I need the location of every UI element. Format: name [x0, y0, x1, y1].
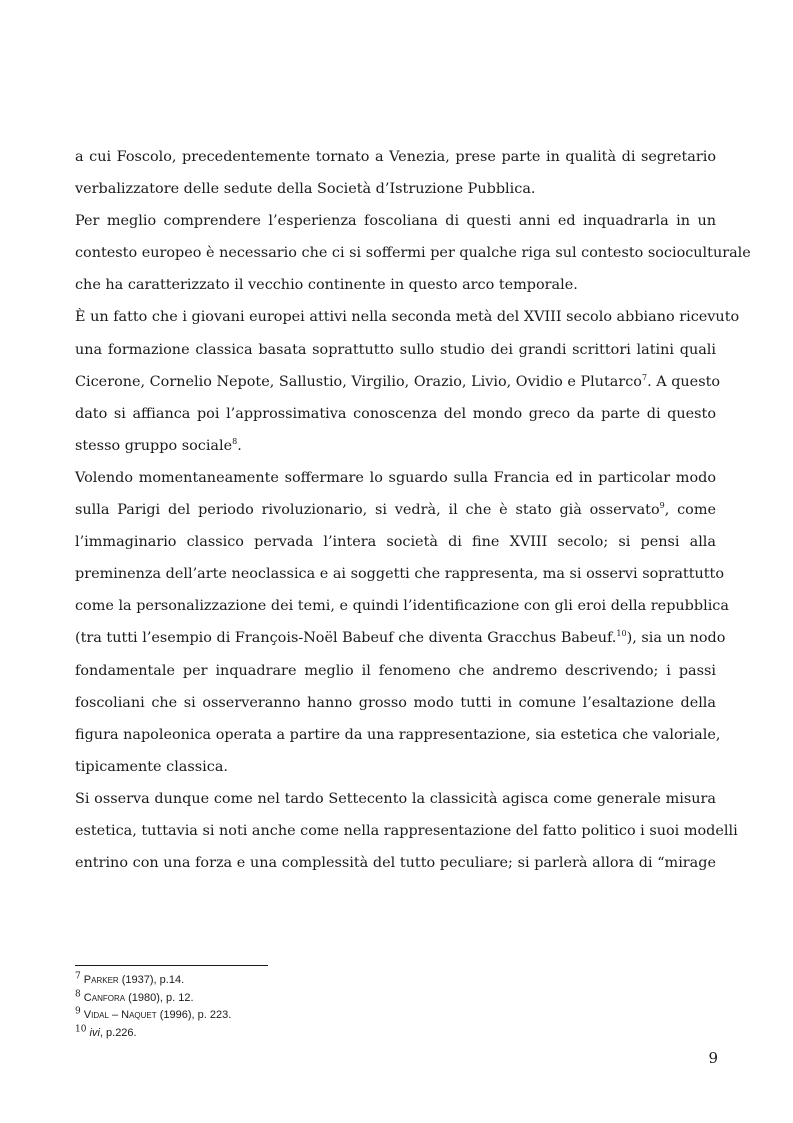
text-line	[75, 622, 726, 654]
footnote-number: 9	[75, 1006, 81, 1017]
text-segment: (tra tutti l’esempio di François-Noël Babeuf che diventa Gracchus Babeuf.	[75, 630, 617, 647]
text-line: È un fatto che i giovani europei attivi nella seconda metà del XVIII secolo abbiano ricevuto	[75, 309, 740, 326]
text-segment: sulla Parigi del periodo rivoluzionario, si vedrà, il che è stato già osservato	[75, 502, 660, 519]
text-line	[75, 430, 716, 462]
footnote-ref-9[interactable]: 9	[659, 501, 665, 511]
footnote-ref-10[interactable]: 10	[616, 629, 627, 639]
paragraph-5	[75, 783, 738, 879]
text-line: verbalizzatore delle sedute della Società d’Istruzione Pubblica.	[75, 181, 536, 198]
footnote-number: 7	[75, 971, 81, 982]
text-segment: ), sia un nodo	[626, 630, 726, 647]
paragraph-3	[75, 301, 740, 461]
text-segment: stesso gruppo sociale	[75, 437, 233, 454]
text-line: una formazione classica basata soprattutto sullo studio dei grandi scrittori latini quali	[75, 341, 716, 358]
page-number: 9	[708, 1049, 718, 1067]
paragraph-2	[75, 205, 751, 301]
footnote-number: 10	[75, 1023, 87, 1034]
text-line: Volendo momentaneamente soffermare lo sguardo sulla Francia ed in particolar modo	[75, 469, 716, 486]
text-line: fondamentale per inquadrare meglio il fenomeno che andremo descrivendo; i passi	[75, 662, 716, 679]
text-line: estetica, tuttavia si noti anche come nella rappresentazione del fatto politico i suoi modelli	[75, 822, 738, 839]
text-segment: .	[237, 437, 242, 454]
text-line: figura napoleonica operata a partire da una rappresentazione, sia estetica che valoriale,	[75, 726, 721, 743]
footnote-9	[75, 1007, 575, 1025]
text-line: entrino con una forza e una complessità del tutto peculiare; si parlerà allora di “mirage	[75, 855, 716, 872]
body-text	[75, 141, 751, 879]
footnote-author: ivi	[89, 1026, 100, 1039]
text-segment: , come	[664, 502, 716, 519]
footnote-text: (1980), p. 12.	[125, 991, 194, 1004]
footnotes	[75, 972, 575, 1042]
footnote-8	[75, 990, 575, 1008]
text-line: l’immaginario classico pervada l’intera società di fine XVIII secolo; si pensi alla	[75, 534, 716, 551]
footnote-author: Canfora	[83, 991, 126, 1004]
footnote-ref-7[interactable]: 7	[641, 372, 648, 382]
text-line: Per meglio comprendere l’esperienza foscoliana di questi anni ed inquadrarla in un	[75, 213, 716, 230]
footnote-author: Vidal – Naquet	[83, 1009, 157, 1021]
footnote-ref-8[interactable]: 8	[232, 437, 238, 447]
text-line: dato si affianca poi l’approssimativa conoscenza del mondo greco da parte di questo	[75, 405, 716, 422]
footnote-text: (1996), p. 223.	[156, 1009, 232, 1021]
footnote-text: , p.226.	[99, 1026, 137, 1039]
text-line: preminenza dell’arte neoclassica e ai soggetti che rappresenta, ma si osservi soprattutto	[75, 566, 724, 583]
footnote-author: Parker	[83, 974, 119, 986]
paragraph-1	[75, 141, 716, 205]
footnote-10	[75, 1025, 575, 1043]
footnote-number: 8	[75, 988, 81, 999]
text-segment: . A questo	[647, 373, 721, 390]
text-line: a cui Foscolo, precedentemente tornato a Venezia, prese parte in qualità di segretario	[75, 149, 716, 165]
text-line: come la personalizzazione dei temi, e quindi l’identificazione con gli eroi della repubblica	[75, 598, 729, 615]
footnote-text: (1937), p.14.	[118, 974, 185, 986]
footnote-7	[75, 972, 575, 990]
text-line	[75, 494, 716, 526]
footnote-separator	[75, 965, 268, 966]
text-line: contesto europeo è necessario che ci si soffermi per qualche riga sul contesto socioculturale	[75, 245, 751, 262]
paragraph-4	[75, 462, 729, 783]
text-line: foscoliani che si osserveranno hanno grosso modo tutti in comune l’esaltazione della	[75, 694, 716, 711]
text-line: tipicamente classica.	[75, 758, 228, 775]
text-segment: Cicerone, Cornelio Nepote, Sallustio, Virgilio, Orazio, Livio, Ovidio e Plutarco	[75, 373, 642, 390]
text-line	[75, 366, 721, 398]
text-line: che ha caratterizzato il vecchio continente in questo arco temporale.	[75, 277, 578, 294]
text-line: Si osserva dunque come nel tardo Settecento la classicità agisca come generale misura	[75, 790, 716, 807]
